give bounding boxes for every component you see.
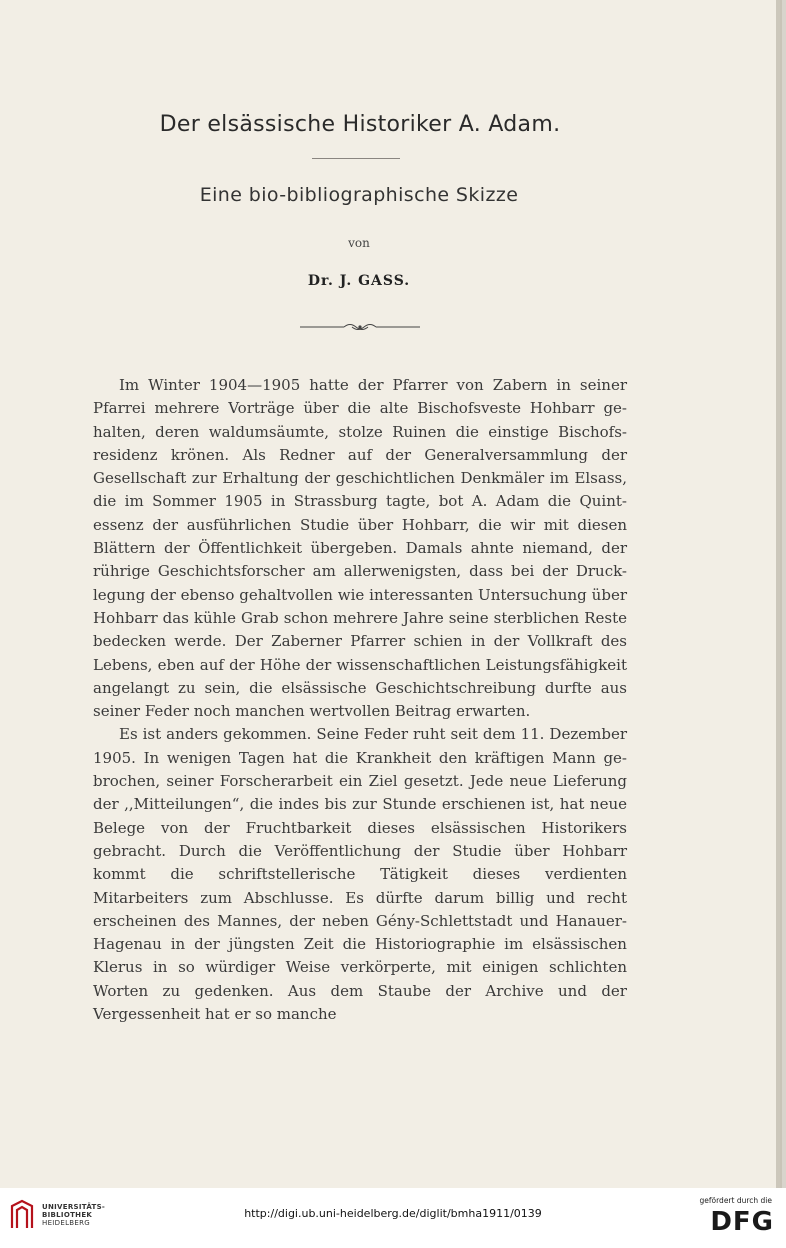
library-name-line: HEIDELBERG (42, 1219, 90, 1227)
text-line: essenz der ausführlichen Studie über Hohbarr, die wir mit diesen (93, 515, 627, 534)
text-line: Gesellschaft zur Erhaltung der geschichtlichen Denkmäler im Elsass, (93, 469, 627, 488)
article-body (93, 374, 627, 1026)
text-line: der ,,Mitteilungen“, die indes bis zur Stunde erschienen ist, hat (93, 795, 585, 814)
text-line: kommt die schriftstellerische Tätigkeit dieses verdienten Mitarbeiters (93, 865, 627, 907)
library-name-line: UNIVERSITÄTS- (42, 1203, 106, 1211)
text-line: Lebens, eben auf der Höhe der wissenschaftlichen Leistungsfähigkeit (93, 655, 627, 674)
text-line: rührige Geschichtsforscher am allerwenigsten, dass bei der Druck- (93, 562, 627, 581)
text-line: Blättern der Öffentlichkeit übergeben. Damals ahnte niemand, der (93, 539, 627, 558)
dfg-logo: DFG (710, 1207, 774, 1237)
text-line: legung der ebenso gehaltvollen wie interessanten Untersuchung über (93, 585, 627, 604)
library-name-line: BIBLIOTHEK (42, 1211, 93, 1219)
text-line: 1905. In wenigen Tagen hat die Krankheit den kräftigen Mann ge- (93, 748, 627, 767)
text-line: Mannes, der neben Gény-Schlettstadt und Hanauer-Hagenau in der (93, 911, 627, 954)
text-line: residenz krönen. Als Redner auf der Generalversammlung der (93, 445, 627, 464)
text-line: neue Belege von der Fruchtbarkeit dieses elsässischen Historikers (93, 795, 627, 837)
text-line: angelangt zu sein, die elsässische Geschichtschreibung durfte aus (93, 678, 627, 697)
paragraph-2 (93, 723, 627, 1026)
dfg-caption: gefördert durch die (699, 1196, 772, 1205)
text-line: brochen, seiner Forscherarbeit ein Ziel gesetzt. Jede neue Lieferung (93, 772, 627, 791)
text-line: bedecken werde. Der Zaberner Pfarrer schien in der Vollkraft des (93, 632, 627, 651)
article-author: Dr. J. GASS. (307, 273, 411, 289)
text-line: Pfarrei mehrere Vorträge über die alte Bischofsveste Hohbarr ge- (93, 399, 627, 418)
article-subtitle: Eine bio-bibliographische Skizze (199, 184, 519, 206)
text-line: Hohbarr das kühle Grab schon mehrere Jahre seine sterblichen Reste (93, 608, 627, 627)
text-line: Es ist anders gekommen. Seine Feder ruht seit dem 11. Dezember (119, 725, 627, 744)
text-line: seiner Feder noch manchen wertvollen Beitrag erwarten. (93, 702, 531, 721)
article-title: Der elsässische Historiker A. Adam. (159, 112, 561, 137)
text-line: Im Winter 1904—1905 hatte der Pfarrer von Zabern in seiner (119, 376, 627, 394)
digitization-footer (0, 1188, 786, 1248)
text-line: zum Abschlusse. Es dürfte darum billig und recht erscheinen des (93, 888, 627, 930)
permalink-url[interactable]: http://digi.ub.uni-heidelberg.de/diglit/bmha1911/0139 (244, 1207, 542, 1220)
page-edge (776, 0, 780, 1188)
text-line: die im Sommer 1905 in Strassburg tagte, bot A. Adam die Quint- (93, 492, 627, 511)
byline-von: von (348, 236, 370, 250)
text-line: jüngsten Zeit die Historiographie im elsässischen Klerus in so würdiger (93, 935, 627, 977)
text-line: gebracht. Durch die Veröffentlichung der Studie über Hohbarr (93, 841, 627, 860)
text-line: Weise verkörperte, mit einigen schlichten Worten zu gedenken. Aus (93, 958, 627, 1000)
paragraph-1 (93, 374, 627, 723)
text-line: halten, deren waldumsäumte, stolze Ruinen die einstige Bischofs- (93, 422, 627, 441)
title-rule (312, 158, 400, 159)
text-line: dem Staube der Archive und der Vergessenheit hat er so manche (93, 981, 627, 1024)
ornament-divider-icon (298, 321, 422, 333)
